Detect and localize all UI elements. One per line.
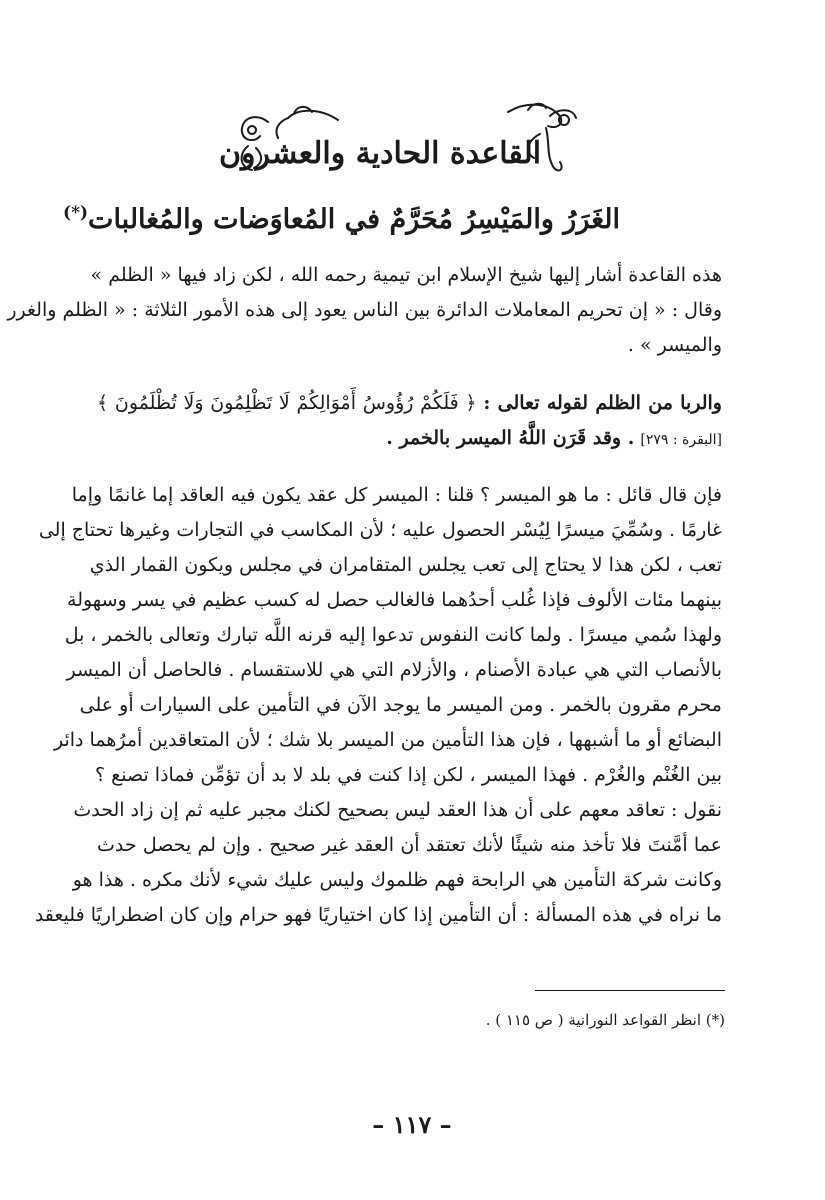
rule-subtitle xyxy=(63,193,620,240)
text-line: تعب ، لكن هذا لا يحتاج إلى تعب يجلس المتقامران في مجلس ويكون القمار الذي xyxy=(89,554,722,576)
text-line: ما نراه في هذه المسألة : أن التأمين إذا كان اختياريًا فهو حرام وإن كان اضطراريًا فليعقد xyxy=(34,904,722,926)
text-line: هذه القاعدة أشار إليها شيخ الإسلام ابن تيمية رحمه الله ، لكن زاد فيها « الظلم » xyxy=(90,264,722,286)
paragraph-riba xyxy=(97,386,722,458)
subtitle-text: الغَرَرُ والمَيْسِرُ مُحَرَّمٌ في المُعاوَضات والمُغالبات xyxy=(88,204,620,235)
text-line: وقال : « إن تحريم المعاملات الدائرة بين الناس يعود إلى هذه الأمور الثلاثة : « الظلم والغرر xyxy=(7,299,722,321)
footnote-divider xyxy=(535,990,725,991)
lead-text: والربا من الظلم لقوله تعالى : xyxy=(483,392,722,414)
paragraph-intro xyxy=(7,258,722,363)
footnote: (*) انظر القواعد النورانية ( ص ١١٥ ) . xyxy=(485,1011,725,1029)
page-number: – ١١٧ – xyxy=(372,1110,452,1139)
text-line: ولهذا سُمي ميسرًا . ولما كانت النفوس تدعوا إليه قرنه اللَّه تبارك وتعالى بالخمر ، بل xyxy=(64,624,722,646)
text-line: والميسر » . xyxy=(627,334,722,356)
text-line xyxy=(97,386,722,421)
text-line: فإن قال قائل : ما هو الميسر ؟ قلنا : الميسر كل عقد يكون فيه العاقد إما غانمًا وإما xyxy=(71,484,722,506)
footnote-marker: (*) xyxy=(63,203,89,223)
text-line: عما أمَّنتَ فلا تأخذ منه شيئًا لأنك تعتقد أن العقد غير صحيح . وإن لم يحصل حدث xyxy=(97,834,722,856)
verse-reference: [البقرة : ٢٧٩] xyxy=(640,432,722,448)
quran-verse: ﴿ فَلَكُمْ رُؤُوسُ أَمْوَالِكُمْ لَا تَظْلِمُونَ وَلَا تُظْلَمُونَ ﴾ xyxy=(97,392,477,414)
text-line: محرم مقرون بالخمر . ومن الميسر ما يوجد الآن في التأمين على السيارات أو على xyxy=(79,694,722,716)
text-line: بينهما مئات الألوف فإذا غُلب أحدُهما فالغالب حصل له كسب عظيم في يسر وسهولة xyxy=(67,589,722,611)
text-line: نقول : تعاقد معهم على أن هذا العقد ليس بصحيح لكنك مجبر عليه ثم إن زاد الحدث xyxy=(73,799,722,821)
tail-text: . وقد قَرَن اللَّهُ الميسر بالخمر . xyxy=(386,427,635,449)
text-line: وكانت شركة التأمين هي الرابحة فهم ظلموك وليس عليك شيء لأنك مكره . هذا هو xyxy=(72,869,722,891)
page-title: القاعدة الحادية والعشرون xyxy=(218,136,542,171)
text-line: بين الغُنْم والغُرْم . فهذا الميسر ، لكن إذا كنت في بلد لا بد أن تؤمِّن فماذا تصنع ؟ xyxy=(95,764,722,786)
text-line: بالأنصاب التي هي عبادة الأصنام ، والأزلام التي هي للاستقسام . فالحاصل أن الميسر xyxy=(66,659,722,681)
text-line: غارمًا . وسُمِّيَ ميسرًا لِيُسْر الحصول عليه ؛ لأن المكاسب في التجارات وغيرها تحتاج إلى xyxy=(38,519,722,541)
text-line: البضائع أو ما أشبهها ، فإن هذا التأمين من الميسر بلا شك ؛ لأن المتعاقدين أمرُهما دائر xyxy=(54,729,722,751)
paragraph-maysir xyxy=(34,478,722,933)
text-line xyxy=(97,421,722,458)
